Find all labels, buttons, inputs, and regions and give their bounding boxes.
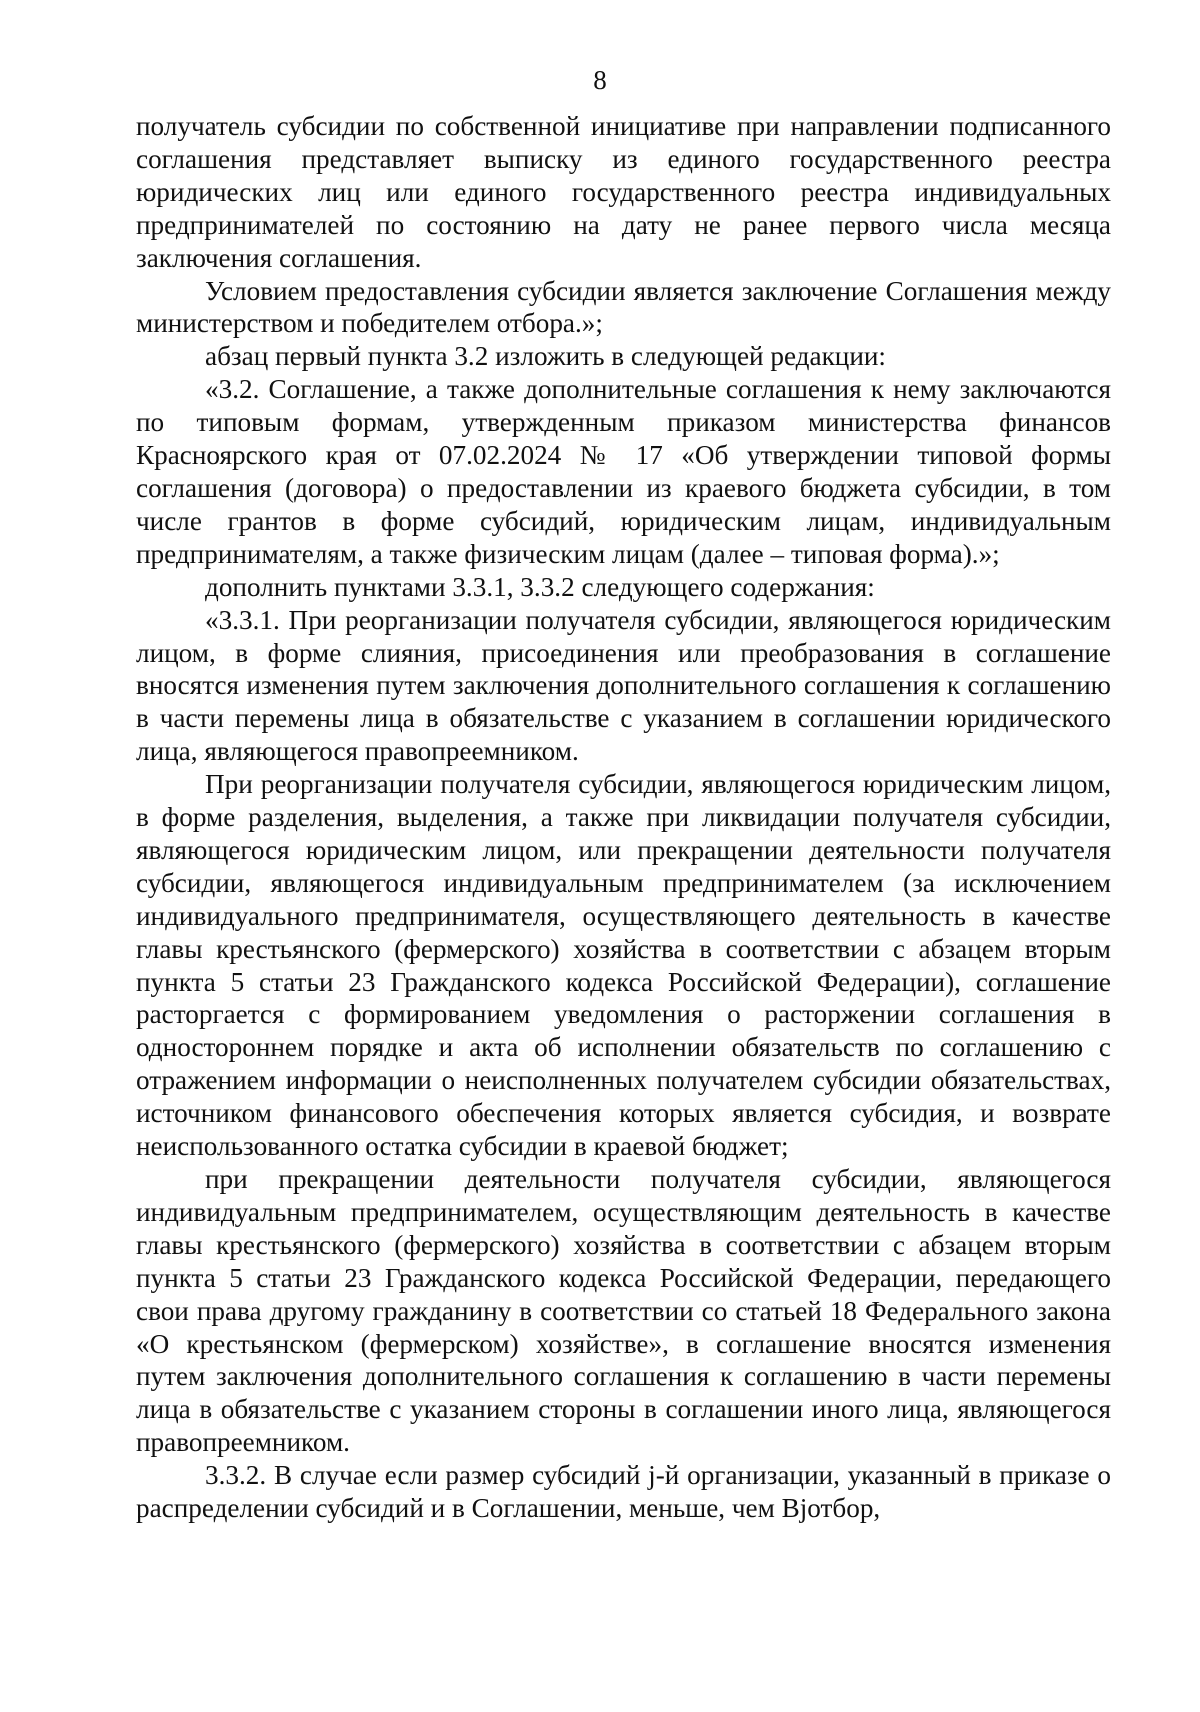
paragraph-7: При реорганизации получателя субсидии, являющегося юридическим лицом, в форме разделения, выделения, а также при ликвидации получателя субсидии, являющегося юридическим лицом, или прекращении деятельности получателя субсидии, являющегося индивидуальным предпринимателем (за исключением индивидуального предпринимателя, осуществляющего деятельность в качестве главы крестьянского (фермерского) хозяйства в соответствии с абзацем вторым пункта 5 статьи 23 Гражданского кодекса Российской Федерации), соглашение расторгается с формированием уведомления о расторжении соглашения в одностороннем порядке и акта об исполнении обязательств по соглашению с отражением информации о неисполненных получателем субсидии обязательствах, источником финансового обеспечения которых является субсидия, и возврате неиспользованного остатка субсидии в краевой бюджет;	[136, 769, 1111, 1162]
paragraph-5: дополнить пунктами 3.3.1, 3.3.2 следующего содержания:	[205, 571, 875, 602]
document-body	[136, 110, 1111, 1525]
paragraph-2: Условием предоставления субсидии является заключение Соглашения между министерством и победителем отбора.»;	[136, 275, 1111, 339]
page-number: 8	[593, 65, 607, 95]
paragraph-9: 3.3.2. В случае если размер субсидий j-й организации, указанный в приказе о распределении субсидий и в Соглашении, меньше, чем Bjотбор,	[136, 1460, 1111, 1524]
paragraph-6: «3.3.1. При реорганизации получателя субсидии, являющегося юридическим лицом, в форме слияния, присоединения или преобразования в соглашение вносятся изменения путем заключения дополнительного соглашения к соглашению в части перемены лица в обязательстве с указанием в соглашении юридического лица, являющегося правопреемником.	[136, 604, 1111, 767]
paragraph-8: при прекращении деятельности получателя субсидии, являющегося индивидуальным предпринимателем, осуществляющим деятельность в качестве главы крестьянского (фермерского) хозяйства в соответствии с абзацем вторым пункта 5 статьи 23 Гражданского кодекса Российской Федерации, передающего свои права другому гражданину в соответствии со статьей 18 Федерального закона «О крестьянском (фермерском) хозяйстве», в соглашение вносятся изменения путем заключения дополнительного соглашения к соглашению в части перемены лица в обязательстве с указанием стороны в соглашении иного лица, являющегося правопреемником.	[136, 1164, 1111, 1458]
paragraph-4: «3.2. Соглашение, а также дополнительные соглашения к нему заключаются по типовым формам, утвержденным приказом министерства финансов Красноярского края от 07.02.2024 № 17 «Об утверждении типовой формы соглашения (договора) о предоставлении из краевого бюджета субсидии, в том числе грантов в форме субсидий, юридическим лицам, индивидуальным предпринимателям, а также физическим лицам (далее – типовая форма).»;	[136, 374, 1111, 569]
paragraph-3: абзац первый пункта 3.2 изложить в следующей редакции:	[205, 341, 886, 372]
paragraph-1: получатель субсидии по собственной инициативе при направлении подписанного соглашения представляет выписку из единого государственного реестра юридических лиц или единого государственного реестра индивидуальных предпринимателей по состоянию на дату не ранее первого числа месяца заключения соглашения.	[136, 111, 1111, 273]
